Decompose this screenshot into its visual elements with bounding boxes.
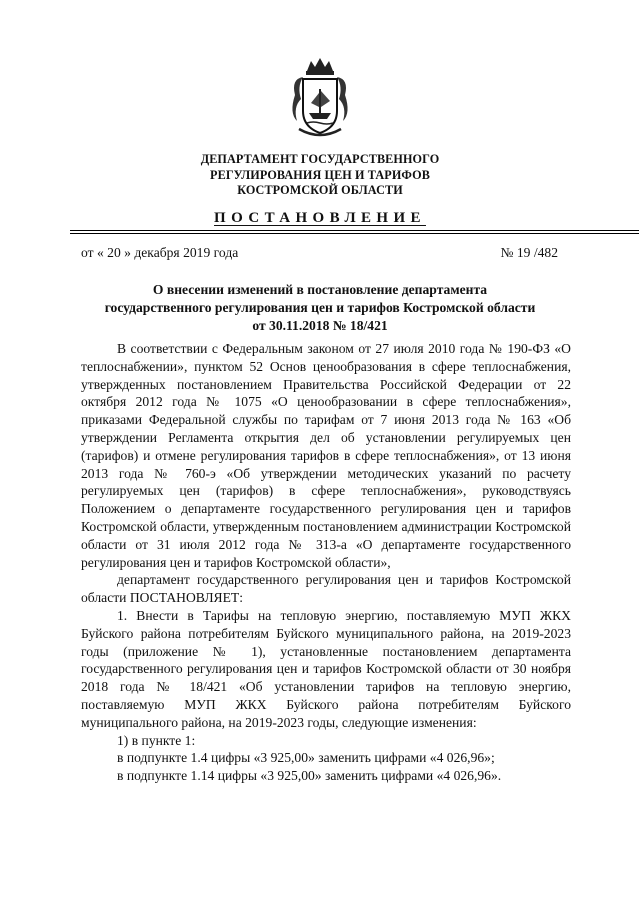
resolution-paragraph: департамент государственного регулирования цен и тарифов Костромской области ПОСТАНОВЛЯЕТ:	[81, 572, 571, 606]
subject-line: О внесении изменений в постановление департамента	[152, 282, 488, 297]
document-type: ПОСТАНОВЛЕНИЕ	[214, 210, 426, 226]
department-line: ДЕПАРТАМЕНТ ГОСУДАРСТВЕННОГО	[200, 152, 440, 166]
document-body	[81, 340, 571, 785]
list-item: 1) в пункте 1:	[117, 732, 196, 748]
clause-paragraph: 1. Внести в Тарифы на тепловую энергию, поставляемую МУП ЖКХ Буйского района потребителям Буйского муниципального района, на 2019-2023 годы (приложение № 1), установленные постановлением департамента государственного регулирования цен и тарифов Костромской области от 30 ноября 2018 года № 18/421 «Об установлении тарифов на тепловую энергию, поставляемую МУП ЖКХ Буйского района потребителям Буйского муниципального района, на 2019-2023 годы, следующие изменения:	[81, 607, 571, 730]
department-line: КОСТРОМСКОЙ ОБЛАСТИ	[237, 183, 403, 197]
document-date: от « 20 » декабря 2019 года	[81, 245, 239, 260]
department-name	[0, 152, 640, 199]
list-item: в подпункте 1.14 цифры «3 925,00» заменить цифрами «4 026,96».	[117, 768, 502, 784]
document-subject	[70, 281, 570, 335]
list-item: в подпункте 1.4 цифры «3 925,00» заменить цифрами «4 026,96»;	[117, 750, 495, 766]
subject-line: государственного регулирования цен и тарифов Костромской области	[104, 300, 536, 315]
coat-of-arms-icon	[287, 55, 353, 139]
subject-line: от 30.11.2018 № 18/421	[252, 318, 388, 333]
department-line: РЕГУЛИРОВАНИЯ ЦЕН И ТАРИФОВ	[210, 167, 430, 182]
preamble-paragraph: В соответствии с Федеральным законом от 27 июля 2010 года № 190-ФЗ «О теплоснабжении», пунктом 52 Основ ценообразования в сфере теплоснабжения, утвержденных постановлением Правительства Российской Федерации от 22 октября 2012 года № 1075 «О ценообразовании в сфере теплоснабжения», приказами Федеральной службы по тарифам от 7 июня 2013 года № 163 «Об утверждении Регламента открытия дел об установлении регулируемых цен (тарифов) и отмене регулирования тарифов в сфере теплоснабжения», от 13 июня 2013 года № 760-э «Об утверждении методических указаний по расчету регулируемых цен (тарифов) в сфере теплоснабжения», руководствуясь Положением о департаменте государственного регулирования цен и тарифов Костромской области, утвержденным постановлением администрации Костромской области от 31 июля 2012 года № 313-а «О департаменте государственного регулирования цен и тарифов Костромской области»,	[81, 341, 571, 570]
divider	[70, 230, 639, 231]
divider	[70, 233, 639, 234]
document-number: № 19 /482	[500, 245, 558, 260]
